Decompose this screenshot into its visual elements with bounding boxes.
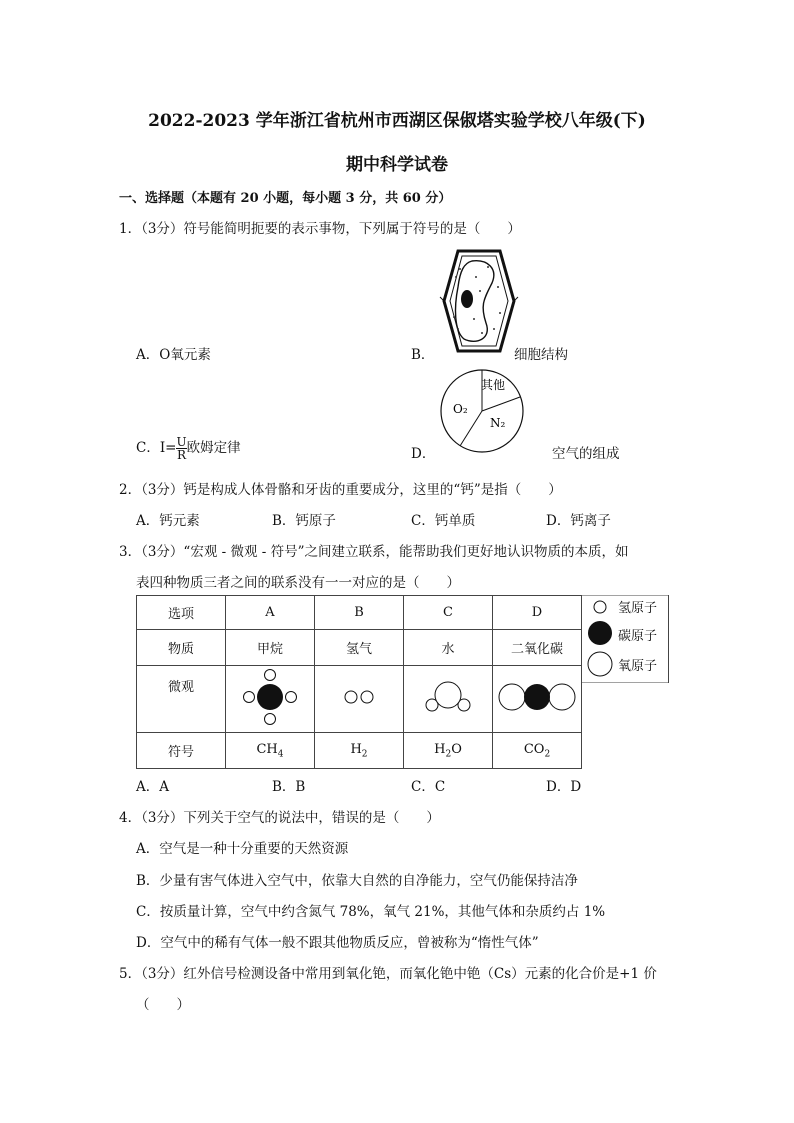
q1-option-b-label: B．: [411, 347, 435, 363]
q1-option-d-caption: 空气的组成: [552, 446, 620, 462]
hydrogen-model: [339, 687, 379, 707]
legend-oxygen: 氧原子: [618, 659, 658, 674]
formula-tail: O: [451, 741, 462, 757]
question-3-stem-line1: 3．（3分）“宏观 - 微观 - 符号”之间建立联系，能帮助我们更好地认识物质的本质，如: [119, 544, 629, 560]
q1-option-a: A．O氧元素: [136, 347, 211, 363]
table-cell: A: [226, 596, 315, 630]
atom-legend: [582, 595, 669, 683]
q4-option-c: C．按质量计算，空气中约含氮气 78%，氧气 21%，其他气体和杂质约占 1%: [136, 904, 606, 920]
q4-option-b: B．少量有害气体进入空气中，依靠大自然的自净能力，空气仍能保持洁净: [136, 873, 578, 889]
cell-structure-diagram: [436, 247, 522, 355]
table-cell: 氢气: [315, 630, 404, 666]
methane-model: [240, 666, 300, 728]
table-row: [137, 596, 582, 630]
table-cell: [315, 733, 404, 769]
table-cell: [493, 666, 582, 733]
question-5-stem-line2: （ ）: [136, 997, 190, 1013]
table-cell: 甲烷: [226, 630, 315, 666]
q3-option-a: A．A: [136, 779, 169, 795]
formula-subscript: 2: [445, 749, 452, 760]
table-cell: [226, 666, 315, 733]
table-cell: [315, 666, 404, 733]
question-4-stem: 4．（3分）下列关于空气的说法中，错误的是（ ）: [119, 810, 440, 826]
legend-hydrogen: 氢原子: [618, 601, 658, 616]
formula-subscript: 4: [277, 749, 284, 760]
table-cell: [493, 733, 582, 769]
question-3-stem-line2: 表四种物质三者之间的联系没有一一对应的是（ ）: [136, 575, 460, 591]
pie-label-n2: N₂: [490, 416, 506, 430]
table-cell: [404, 666, 493, 733]
fraction-numerator: U: [176, 435, 187, 449]
formula-base: H: [350, 741, 362, 757]
table-cell: [404, 733, 493, 769]
table-cell: 水: [404, 630, 493, 666]
water-model: [423, 677, 473, 717]
row-label-micro: 微观: [137, 666, 226, 733]
formula-subscript: 2: [544, 749, 551, 760]
q1-option-c: [136, 436, 241, 461]
q4-option-a: A．空气是一种十分重要的天然资源: [136, 841, 349, 857]
air-composition-pie: [438, 367, 526, 455]
table-cell: 二氧化碳: [493, 630, 582, 666]
q3-option-c: C．C: [411, 779, 446, 795]
formula-subscript: 2: [361, 749, 368, 760]
carbon-dioxide-model: [497, 680, 577, 714]
fraction-denominator: R: [177, 448, 187, 462]
q1-option-c-suffix: 欧姆定律: [186, 440, 241, 456]
row-label-symbol: 符号: [137, 733, 226, 769]
row-label-option: 选项: [137, 596, 226, 630]
q1-option-c-prefix: C．I=: [136, 440, 177, 456]
formula-base: CO: [523, 741, 545, 757]
q2-option-c: C．钙单质: [411, 513, 476, 529]
table-cell: D: [493, 596, 582, 630]
table-row: [137, 666, 582, 733]
q2-option-b: B．钙原子: [272, 513, 336, 529]
formula-base: H: [434, 741, 446, 757]
q3-table: [136, 595, 582, 769]
table-cell: [226, 733, 315, 769]
table-cell: C: [404, 596, 493, 630]
question-5-stem-line1: 5．（3分）红外信号检测设备中常用到氧化铯，而氧化铯中铯（Cs）元素的化合价是+1 价: [119, 966, 657, 982]
q2-option-d: D．钙离子: [546, 513, 611, 529]
page-title: 2022-2023 学年浙江省杭州市西湖区保俶塔实验学校八年级(下): [148, 111, 646, 131]
question-1-stem: 1．（3分）符号能简明扼要的表示事物，下列属于符号的是（ ）: [119, 221, 521, 237]
table-cell: B: [315, 596, 404, 630]
q3-option-b: B．B: [272, 779, 306, 795]
q1-option-b-caption: 细胞结构: [514, 347, 568, 363]
q4-option-d: D．空气中的稀有气体一般不跟其他物质反应，曾被称为“惰性气体”: [136, 935, 539, 951]
formula-base: CH: [256, 741, 278, 757]
q1-option-d-label: D．: [411, 446, 436, 462]
q3-option-d: D．D: [546, 779, 582, 795]
pie-label-o2: O₂: [453, 402, 468, 416]
section-heading: 一、选择题（本题有 20 小题，每小题 3 分，共 60 分）: [119, 191, 452, 206]
table-row: [137, 630, 582, 666]
question-2-stem: 2．（3分）钙是构成人体骨骼和牙齿的重要成分，这里的“钙”是指（ ）: [119, 482, 562, 498]
page-subtitle: 期中科学试卷: [346, 155, 448, 175]
ohm-fraction: [176, 436, 186, 461]
q2-option-a: A．钙元素: [136, 513, 200, 529]
legend-carbon: 碳原子: [618, 629, 658, 644]
row-label-substance: 物质: [137, 630, 226, 666]
pie-label-other: 其他: [481, 378, 506, 392]
table-row: [137, 733, 582, 769]
